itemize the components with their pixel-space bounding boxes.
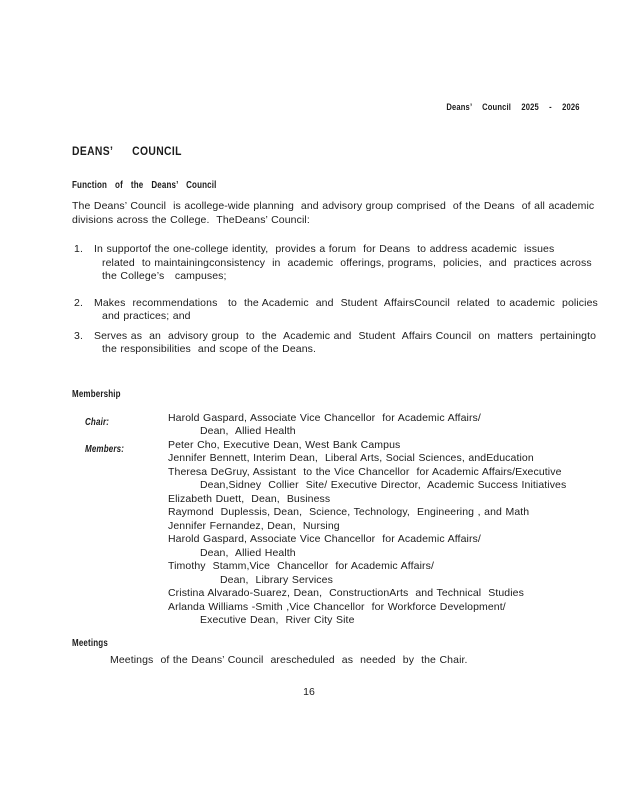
list-item	[74, 329, 597, 357]
member-line: Elizabeth Duett, Dean, Business	[168, 492, 331, 505]
list-item	[74, 243, 592, 284]
member-line: Timothy Stamm,Vice Chancellor for Academic Affairs/	[168, 560, 434, 572]
member-line: Dean, Library Services	[220, 573, 333, 586]
numbered-list	[74, 243, 598, 357]
list-item-number: 1.	[74, 243, 83, 255]
member-line: Raymond Duplessis, Dean, Science, Technology, Engineering , and Math	[168, 506, 530, 518]
list-item-text	[94, 243, 592, 284]
chair-row	[72, 412, 580, 439]
list-item-number: 2.	[74, 296, 83, 309]
document-title-text: DEANS’ COUNCIL	[72, 146, 182, 158]
list-item-number: 3.	[74, 329, 83, 342]
member-line: Executive Dean, River City Site	[200, 614, 355, 626]
list-item-line: Serves as an advisory group to the Academic and Student Affairs Council on matters pertainingto	[94, 329, 597, 342]
member-line: Peter Cho, Executive Dean, West Bank Campus	[168, 438, 401, 451]
page-header	[72, 97, 580, 113]
membership-heading-text: Membership	[72, 388, 121, 400]
function-heading-text: Function of the Deans’ Council	[72, 180, 217, 191]
members-lines	[168, 439, 580, 628]
member-line: Theresa DeGruy, Assistant to the Vice Chancellor for Academic Affairs/Executive	[168, 465, 562, 478]
list-item-line: related to maintainingconsistency in academic offerings, programs, policies, and practices across	[102, 256, 592, 269]
members-label	[72, 439, 168, 628]
meetings-paragraph	[110, 654, 580, 668]
member-line: Dean, Allied Health	[200, 425, 296, 437]
chair-lines	[168, 412, 580, 439]
paragraph-line: divisions across the College. TheDeans’ Council:	[72, 213, 310, 226]
paragraph-line: Meetings of the Deans’ Council arescheduled as needed by the Chair.	[110, 653, 468, 666]
member-line: Jennifer Bennett, Interim Dean, Liberal Arts, Social Sciences, andEducation	[168, 452, 534, 464]
chair-label	[72, 412, 168, 439]
meetings-section-heading	[72, 633, 580, 649]
member-line: Harold Gaspard, Associate Vice Chancellor for Academic Affairs/	[168, 411, 481, 424]
member-line: Cristina Alvarado-Suarez, Dean, ConstructionArts and Technical Studies	[168, 587, 524, 599]
member-line: Dean,Sidney Collier Site/ Executive Director, Academic Success Initiatives	[200, 479, 567, 491]
members-row	[72, 439, 580, 628]
intro-paragraph	[72, 200, 595, 227]
chair-label-text: Chair:	[85, 416, 110, 428]
member-line: Arlanda Williams -Smith ,Vice Chancellor for Workforce Development/	[168, 600, 506, 613]
list-item-line: the College’s campuses;	[102, 270, 227, 282]
membership-section-heading	[72, 384, 580, 400]
member-line: Dean, Allied Health	[200, 546, 296, 559]
document-title	[72, 142, 580, 156]
page-number: 16	[303, 686, 315, 698]
header-text: Deans’ Council 2025 - 2026	[446, 102, 580, 113]
meetings-heading-text: Meetings	[72, 637, 108, 649]
function-section-heading	[72, 175, 580, 191]
list-item-text	[94, 330, 596, 357]
list-item-line: Makes recommendations to the Academic and Student AffairsCouncil related to academic policies	[94, 296, 598, 309]
members-label-text: Members:	[85, 443, 125, 455]
paragraph-line: The Deans’ Council is acollege-wide planning and advisory group comprised of the Deans of all academic	[72, 200, 595, 212]
member-line: Harold Gaspard, Associate Vice Chancellor for Academic Affairs/	[168, 533, 481, 545]
list-item-line: and practices; and	[102, 310, 191, 322]
list-item-line: In supportof the one-college identity, provides a forum for Deans to address academic issues	[94, 243, 555, 255]
list-item-line: the responsibilities and scope of the Deans.	[102, 343, 317, 355]
member-line: Jennifer Fernandez, Dean, Nursing	[168, 519, 340, 532]
list-item	[74, 296, 598, 324]
list-item-text	[94, 297, 598, 324]
